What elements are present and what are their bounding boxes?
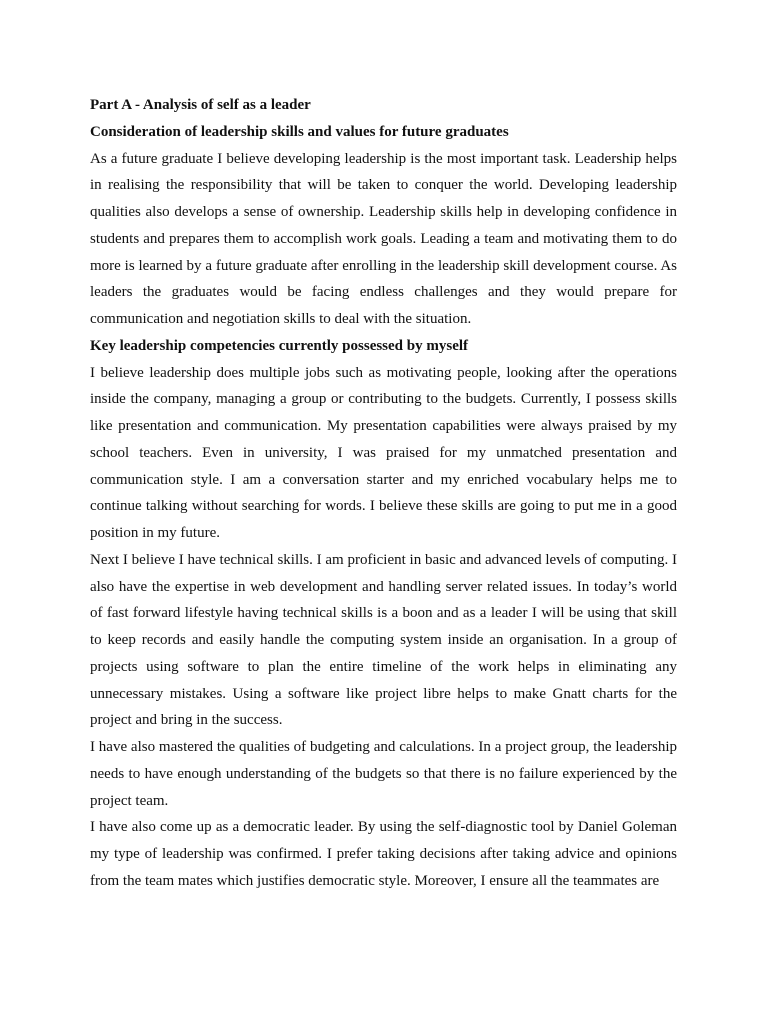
document-page xyxy=(90,92,677,895)
paragraph-presentation-skills: I believe leadership does multiple jobs such as motivating people, looking after the operations inside the company, managing a group or contributing to the budgets. Currently, I possess skills like presentation and communication. My presentation capabilities were always praised by my school teachers. Even in university, I was praised for my unmatched presentation and communication style. I am a conversation starter and my enriched vocabulary helps me to continue talking without searching for words. I believe these skills are going to put me in a good position in my future. xyxy=(90,364,677,541)
part-heading: Part A - Analysis of self as a leader xyxy=(90,97,311,113)
paragraph-future-graduate: As a future graduate I believe developing leadership is the most important task. Leadership helps in realising the responsibility that will be taken to conquer the world. Developing leadership qualities also develops a sense of ownership. Leadership skills help in developing confidence in students and prepares them to accomplish work goals. Leading a team and motivating them to do more is learned by a future graduate after enrolling in the leadership skill development course. As leaders the graduates would be facing endless challenges and they would prepare for communication and negotiation skills to deal with the situation. xyxy=(90,150,677,327)
section-heading-leadership-skills: Consideration of leadership skills and values for future graduates xyxy=(90,123,509,140)
paragraph-democratic-leader: I have also come up as a democratic leader. By using the self-diagnostic tool by Daniel Goleman my type of leadership was confirmed. I prefer taking decisions after taking advice and opinions from the team mates which justifies democratic style. Moreover, I ensure all the teammates are xyxy=(90,819,677,889)
paragraph-budgeting: I have also mastered the qualities of budgeting and calculations. In a project group, the leadership needs to have enough understanding of the budgets so that there is no failure experienced by the project team. xyxy=(90,739,677,809)
paragraph-technical-skills: Next I believe I have technical skills. I am proficient in basic and advanced levels of computing. I also have the expertise in web development and handling server related issues. In today’s world of fast forward lifestyle having technical skills is a boon and as a leader I will be using that skill to keep records and easily handle the computing system inside an organisation. In a group of projects using software to plan the entire timeline of the work helps in eliminating any unnecessary mistakes. Using a software like project libre helps to make Gnatt charts for the project and bring in the success. xyxy=(90,551,677,729)
section-heading-key-competencies: Key leadership competencies currently possessed by myself xyxy=(90,337,469,354)
